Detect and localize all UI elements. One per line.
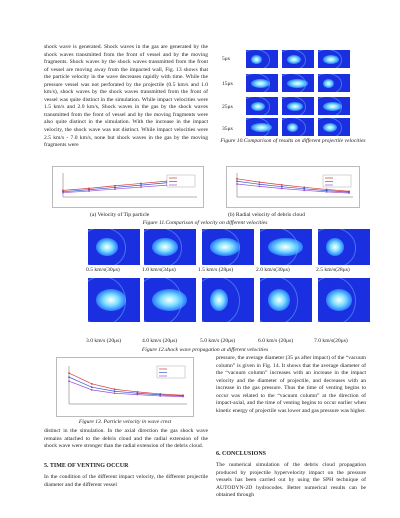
fig10-sim-image — [318, 97, 350, 115]
chart-point — [114, 390, 116, 392]
fig10-sim-image — [318, 50, 350, 68]
fig10-caption: Figure 10.Comparison of results on different projectile velocities — [220, 138, 366, 144]
chart-point — [91, 383, 93, 385]
chart-point — [140, 186, 142, 188]
fig12-caption: Figure 12.shock wave propagation at different velocities — [141, 347, 269, 353]
fig10-row-label-4: 35μs — [222, 126, 233, 132]
chart-point — [68, 376, 70, 378]
body-paragraph-1: shock wave is generated. Shock waves in the gas are generated by the shock waves transmitted from the front of vessel and by the moving fragments. Shock waves by the shock waves transmitted from the front of vessel are moving away from the impacted wall, Fig. 13 shows that the particle velocity in the wave decreases rapidly with time. While the pressure vessel was not perforated by the projectile (0.5 km/s and 1.0 km/s), shock waves by the shock waves transmitted from the front of vessel was quite distinct in the simulation. While impact velocities were 1.5 km/s and 2.0 km/s, Shock waves in the gas by the shock waves transmitted from the front of vessel and by the moving fragments were also quite distinct in the simulation. With the increase in the impact velocity, the shock wave was not distinct. While impact velocities were 2.5 km/s - 7.0 km/s, none but shock waves in the gas by the moving fragments were — [44, 44, 208, 149]
fig12-label: 2.0 km/s(30μs) — [256, 267, 290, 273]
fig12-sim-image — [202, 229, 254, 265]
fig10-sim-image — [282, 50, 314, 68]
fig12-label: 7.0 km/s(20μs) — [314, 338, 348, 344]
fig10-row-label-2: 15μs — [222, 81, 233, 87]
fig12-sim-image — [260, 229, 312, 265]
chart-point — [91, 389, 93, 391]
chart-point — [236, 183, 238, 185]
body-paragraph-5: The numerical simulation of the debris cloud propagation produced by projectile hypervelocity impact on the pressure vessels has been carried out by using the SPH technique of AUTODYN-2D hydrocodes. Better numerical results can be obtained through — [216, 462, 366, 499]
chart-point — [114, 185, 116, 187]
chart-point — [236, 180, 238, 182]
fig11-caption: Figure 11.Comparison of velocity on different velocities — [142, 220, 268, 226]
fig12-sim-image — [88, 229, 140, 265]
chart-point — [182, 396, 184, 398]
chart-point — [303, 189, 305, 191]
body-paragraph-2: distinct in the simulation. In the axial direction the gas shock wave remains attached to the debris cloud and the radial extension of the shock wave were stronger than the radial extension of the debris cloud. — [44, 428, 208, 450]
fig10-sim-image — [282, 118, 314, 136]
fig12-label: 6.0 km/s (20μs) — [258, 338, 294, 344]
fig12-sim-image — [144, 278, 196, 322]
chart-point — [68, 372, 70, 374]
fig10-sim-image — [318, 118, 350, 136]
fig12-sim-image — [318, 278, 370, 322]
body-paragraph-4: pressure, the average diameter (35 μs after impact) of the “vacuum column” is given in Fig. 14. It shows that the average diameter of the “vacuum column” increases with an increase in the impact velocity and the diameter of projectile, and decreases with an increase in the gas pressure. Thus the time of venting begins to occur was related to the “vacuum column” at the direction of impact-axial, and the time of venting begins to occur earlier when kinetic energy of projectile was lower and gas pressure was higher. — [216, 355, 366, 414]
chart-point — [259, 183, 261, 185]
chart-point — [62, 192, 64, 194]
fig11a-chart — [52, 166, 204, 208]
chart-point — [259, 181, 261, 183]
section-6-heading: 6. CONCLUSIONS — [216, 451, 267, 457]
fig10-sim-image — [282, 74, 314, 92]
fig11-sub-a: (a) Velocity of Tip particle — [90, 212, 150, 218]
fig12-label: 2.5 km/s(28μs) — [316, 267, 350, 273]
chart-point — [137, 394, 139, 396]
chart-point — [259, 185, 261, 187]
fig11-sub-b: (b) Radial velocity of debris cloud — [228, 212, 305, 218]
chart-point — [114, 388, 116, 390]
fig13-chart — [56, 357, 194, 417]
fig12-sim-image — [260, 278, 312, 322]
fig12-sim-image — [318, 229, 370, 265]
fig10-sim-image — [246, 97, 278, 115]
fig10-sim-image — [246, 118, 278, 136]
fig10-sim-image — [246, 50, 278, 68]
chart-point — [88, 190, 90, 192]
fig10-row-label-3: 25μs — [222, 104, 233, 110]
fig12-sim-image — [144, 229, 196, 265]
chart-point — [114, 187, 116, 189]
body-paragraph-3: In the condition of the different impact velocity, the different projectile diameter and the different vessel — [44, 474, 208, 488]
fig11b-chart — [226, 166, 360, 208]
chart-point — [281, 186, 283, 188]
chart-point — [348, 192, 350, 194]
fig12-label: 1.0 km/s(34μs) — [142, 267, 176, 273]
chart-point — [114, 392, 116, 394]
fig12-sim-image — [88, 278, 140, 322]
chart-point — [114, 188, 116, 190]
chart-point — [281, 188, 283, 190]
fig10-sim-image — [318, 74, 350, 92]
fig13-caption: Figure 13. Particle velocity in wave crest — [78, 419, 172, 425]
fig12-label: 1.5 km/s (28μs) — [198, 267, 234, 273]
fig12-label: 4.0 km/s (20μs) — [142, 338, 178, 344]
chart-point — [326, 191, 328, 193]
chart-point — [236, 178, 238, 180]
fig10-sim-image — [246, 74, 278, 92]
chart-series-line — [69, 377, 183, 396]
fig12-label: 5.0 km/s (20μs) — [200, 338, 236, 344]
fig12-label: 3.0 km/s (20μs) — [86, 338, 122, 344]
chart-point — [159, 395, 161, 397]
fig12-label: 0.5 km/s(30μs) — [86, 267, 120, 273]
fig12-sim-image — [202, 278, 254, 322]
chart-point — [68, 380, 70, 382]
fig10-sim-image — [282, 97, 314, 115]
chart-point — [91, 386, 93, 388]
chart-point — [140, 183, 142, 185]
section-5-heading: 5. TIME OF VENTING OCCUR — [44, 463, 129, 469]
chart-point — [281, 184, 283, 186]
chart-point — [140, 184, 142, 186]
fig10-row-label-1: 5μs — [222, 56, 230, 62]
